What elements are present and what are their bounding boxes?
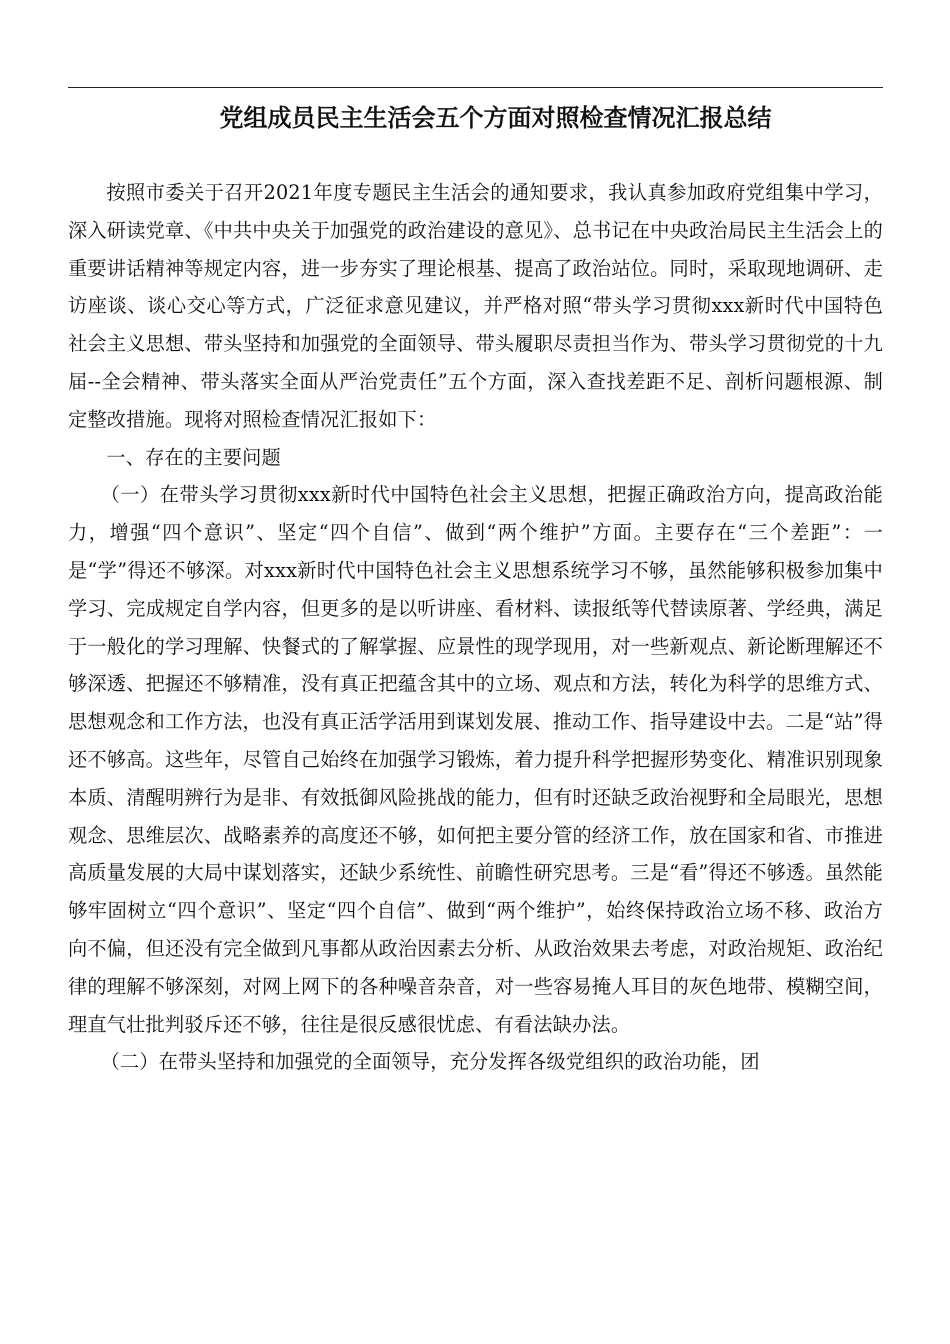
document-title: 党组成员民主生活会五个方面对照检查情况汇报总结	[219, 104, 772, 132]
header-rule	[68, 87, 883, 88]
section-heading: 一、存在的主要问题	[106, 445, 281, 469]
document-body	[68, 174, 883, 1081]
subsection-paragraph: （一）在带头学习贯彻xxx新时代中国特色社会主义思想，把握正确政治方向，提高政治能力，增强“四个意识”、坚定“四个自信”、做到“两个维护”方面。主要存在“三个差距”：一是“学”得还不够深。对xxx新时代中国特色社会主义思想系统学习不够，虽然能够积极参加集中学习、完成规定自学内容，但更多的是以听讲座、看材料、读报纸等代替读原著、学经典，满足于一般化的学习理解、快餐式的了解掌握、应景性的现学现用，对一些新观点、新论断理解还不够深透、把握还不够精准，没有真正把蕴含其中的立场、观点和方法，转化为科学的思维方式、思想观念和工作方法，也没有真正活学活用到谋划发展、推动工作、指导建设中去。二是“站”得还不够高。这些年，尽管自己始终在加强学习锻炼，着力提升科学把握形势变化、精准识别现象本质、清醒明辨行为是非、有效抵御风险挑战的能力，但有时还缺乏政治视野和全局眼光，思想观念、思维层次、战略素养的高度还不够，如何把主要分管的经济工作，放在国家和省、市推进高质量发展的大局中谋划落实，还缺少系统性、前瞻性研究思考。三是“看”得还不够透。虽然能够牢固树立“四个意识”、坚定“四个自信”、做到“两个维护”，始终保持政治立场不移、政治方向不偏，但还没有完全做到凡事都从政治因素去分析、从政治效果去考虑，对政治规矩、政治纪律的理解不够深刻，对网上网下的各种噪音杂音，对一些容易掩人耳目的灰色地带、模糊空间，理直气壮批判驳斥还不够，往往是很反感很忧虑、有看法缺办法。	[68, 483, 883, 1036]
intro-paragraph: 按照市委关于召开2021年度专题民主生活会的通知要求，我认真参加政府党组集中学习，深入研读党章、《中共中央关于加强党的政治建设的意见》、总书记在中央政治局民主生活会上的重要讲话精神等规定内容，进一步夯实了理论根基、提高了政治站位。同时，采取现地调研、走访座谈、谈心交心等方式，广泛征求意见建议，并严格对照“带头学习贯彻xxx新时代中国特色社会主义思想、带头坚持和加强党的全面领导、带头履职尽责担当作为、带头学习贯彻党的十九届--全会精神、带头落实全面从严治党责任”五个方面，深入查找差距不足、剖析问题根源、制定整改措施。现将对照检查情况汇报如下：	[68, 181, 883, 431]
subsection-paragraph: （二）在带头坚持和加强党的全面领导，充分发挥各级党组织的政治功能，团	[100, 1050, 760, 1074]
